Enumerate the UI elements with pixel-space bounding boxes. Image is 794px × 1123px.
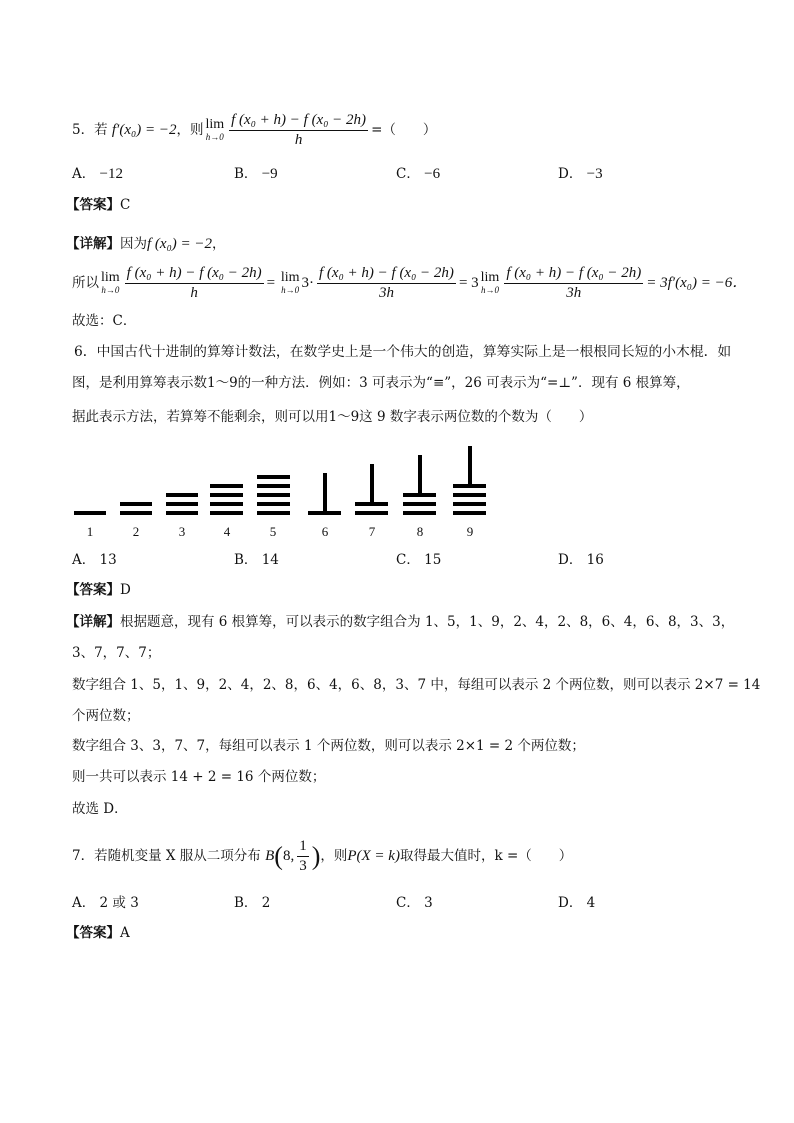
q6-detail-line1 <box>66 612 734 632</box>
rod-label-6: 6 <box>321 524 329 539</box>
q6-conclusion: 故选 D． <box>72 801 128 817</box>
rod-label-9: 9 <box>466 524 474 539</box>
q6-detail-line3: 数字组合 1、5，1、9，2、4，2、8，6、4，6、8，3、7 中，每组可以表示 2 个两位数，则可以表示 2×7 = 14 <box>72 677 761 693</box>
q5-limit-4: lim h→0 <box>480 269 500 295</box>
q5-detail-tag: 【详解】 <box>66 236 120 252</box>
q7-close-paren: ) <box>311 841 321 871</box>
rod-label-5: 5 <box>269 524 277 539</box>
q6-option-b: B． 14 <box>234 552 279 568</box>
rod-label-8: 8 <box>416 524 424 539</box>
q7-prob: P(X = k) <box>347 848 400 864</box>
q5-stem <box>72 112 436 149</box>
q6-option-c: C． 15 <box>396 552 442 568</box>
rod-3 <box>166 493 198 515</box>
q7-dist-b: B <box>265 848 275 864</box>
q5-detail-text: 因为 <box>120 236 147 252</box>
q6-option-a: A． 13 <box>72 552 117 568</box>
q5-fraction <box>229 112 368 149</box>
q7-option-c: C． 3 <box>396 895 433 911</box>
q5-conclusion: 故选：C． <box>72 313 137 329</box>
rod-7 <box>355 464 388 515</box>
q5-detail-expr: f (x₀) = −2 <box>147 236 213 252</box>
q5-numerator: f (x₀ + h) − f (x₀ − 2h) <box>229 112 368 131</box>
q6-detail-line4: 个两位数； <box>72 708 140 724</box>
rod-2 <box>120 502 152 515</box>
q6-answer-value: D <box>120 582 131 598</box>
q6-stem-line3: 据此表示方法，若算筹不能剩余，则可以用1～9这 9 数字表示两位数的个数为（ ） <box>72 409 593 425</box>
q6-detail-line5: 数字组合 3、3，7、7，每组可以表示 1 个两位数，则可以表示 2×1 = 2 个两位数； <box>72 738 585 754</box>
q5-detail-line2 <box>72 264 747 302</box>
q5-result: = 3f′(x₀) = −6． <box>646 275 748 291</box>
q7-answer-value: A <box>120 925 130 941</box>
q5-detail-line1 <box>66 234 226 254</box>
q5-limit: lim h→0 <box>205 116 225 142</box>
q7-stem-pre: 7．若随机变量 X 服从二项分布 <box>72 848 261 864</box>
q6-answer-tag: 【答案】 <box>66 582 120 598</box>
q5-options <box>72 164 692 184</box>
q5-option-b: B． −9 <box>234 166 278 182</box>
q5-denominator: h <box>294 132 303 148</box>
q6-answer <box>66 580 131 600</box>
q7-dist-num: 1 <box>297 838 309 857</box>
q5-answer <box>66 195 130 215</box>
q7-stem-mid: ，则 <box>320 848 348 864</box>
q7-option-d: D． 4 <box>558 895 596 911</box>
q6-detail1-text: 根据题意，现有 6 根算筹，可以表示的数字组合为 1、5，1、9，2、4，2、8，6、4，6、8，3、3， <box>120 614 735 630</box>
q5-fraction-4: $\frac{\text{f (x₀ + h) − f (x₀ − 2h)}}{3h}$ <box>506 265 642 301</box>
q7-options <box>72 893 692 913</box>
counting-rods-figure <box>60 440 500 545</box>
rod-5 <box>257 475 290 515</box>
q7-answer <box>66 923 130 943</box>
q5-stem-pre: 若 <box>94 122 108 138</box>
rod-label-7: 7 <box>368 524 376 539</box>
q5-condition: f′(x₀) = −2 <box>111 122 177 138</box>
q7-option-b: B． 2 <box>234 895 271 911</box>
q6-detail-line2: 3、7，7、7； <box>72 645 161 661</box>
q5-eq1: = <box>266 275 279 291</box>
rod-8 <box>403 455 436 515</box>
q5-option-d: D． −3 <box>558 166 603 182</box>
rod-label-3: 3 <box>178 524 186 539</box>
q5-answer-value: C <box>120 197 131 213</box>
rod-9 <box>453 446 486 515</box>
q5-eq2: = 3 <box>458 275 479 291</box>
q6-detail-tag: 【详解】 <box>66 614 120 630</box>
q7-answer-tag: 【答案】 <box>66 925 120 941</box>
q7-open-paren: ( <box>274 841 283 871</box>
rod-label-2: 2 <box>132 524 140 539</box>
q5-option-c: C． −6 <box>396 166 441 182</box>
q5-fraction-2: $\frac{\text{f (x₀ + h) − f (x₀ − 2h)}}{h}$ <box>126 265 262 301</box>
q5-limit-3: lim h→0 <box>280 269 300 295</box>
q5-coef3: 3· <box>301 275 314 291</box>
rod-6 <box>308 473 341 515</box>
q7-stem <box>72 834 572 879</box>
q5-stem-mid: ，则 <box>176 122 204 138</box>
q7-dist-fraction <box>297 838 309 875</box>
counting-rods-svg <box>60 440 500 522</box>
q5-detail2-pre: 所以 <box>72 275 99 291</box>
rod-4 <box>210 484 243 515</box>
q7-dist-n: 8, <box>282 848 295 864</box>
rod-label-4: 4 <box>223 524 231 539</box>
rod-label-1: 1 <box>86 524 94 539</box>
q7-stem-post: 取得最大值时，k =（ ） <box>399 848 573 864</box>
q5-answer-tag: 【答案】 <box>66 197 120 213</box>
q6-detail-line6: 则一共可以表示 14 + 2 = 16 个两位数； <box>72 769 326 785</box>
q5-fraction-3: $\frac{\text{f (x₀ + h) − f (x₀ − 2h)}}{3h}$ <box>319 265 454 301</box>
q5-limit-2: lim h→0 <box>101 269 120 295</box>
q5-number: 5． <box>72 122 95 138</box>
q5-option-a: A． −12 <box>72 166 124 182</box>
rod-1 <box>74 511 106 515</box>
q6-options <box>72 550 692 570</box>
q6-option-d: D． 16 <box>558 552 604 568</box>
q7-option-a: A． 2 或 3 <box>72 895 139 911</box>
q5-detail-comma: ， <box>212 236 226 252</box>
q6-stem-line2: 图，是利用算筹表示数1～9的一种方法．例如：3 可表示为“≡”，26 可表示为“=⊥”．现有 6 根算筹， <box>72 375 690 391</box>
q5-stem-post: =（ ） <box>371 122 437 138</box>
q6-stem-line1: 6．中国古代十进制的算筹计数法，在数学史上是一个伟大的创造，算筹实际上是一根根同长短的小木棍．如 <box>74 344 732 360</box>
q7-dist-den: 3 <box>299 858 307 874</box>
